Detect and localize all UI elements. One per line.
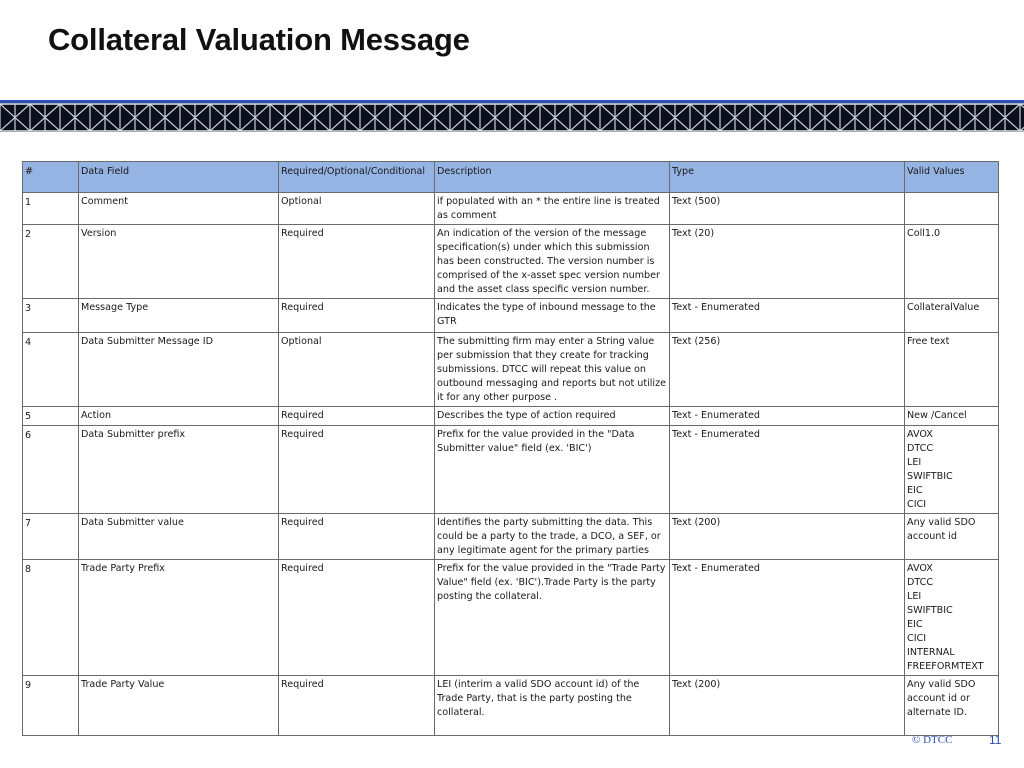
valid-value-item: DTCC bbox=[907, 443, 934, 454]
valid-value-item: CollateralValue bbox=[907, 302, 980, 313]
decorative-truss-banner bbox=[0, 100, 1024, 132]
header-data-field: Data Field bbox=[79, 162, 279, 193]
valid-value-item: LEI bbox=[907, 457, 922, 468]
table-row bbox=[23, 299, 999, 333]
table-row bbox=[23, 426, 999, 514]
table-row bbox=[23, 407, 999, 426]
header-valid-values: Valid Values bbox=[905, 162, 999, 193]
cell-type: Text (20) bbox=[670, 225, 905, 299]
valid-value-item: Any valid SDO bbox=[907, 517, 976, 528]
cell-data-field: Data Submitter value bbox=[79, 514, 279, 560]
cell-valid-values bbox=[905, 225, 999, 299]
cell-requirement: Optional bbox=[279, 193, 435, 225]
cell-valid-values bbox=[905, 333, 999, 407]
valid-value-item: INTERNAL bbox=[907, 647, 955, 658]
valid-value-item: Any valid SDO bbox=[907, 679, 976, 690]
header-number: # bbox=[23, 162, 79, 193]
cell-description: if populated with an * the entire line is treated as comment bbox=[435, 193, 670, 225]
cell-valid-values bbox=[905, 407, 999, 426]
valid-value-item: EIC bbox=[907, 485, 923, 496]
cell-type: Text - Enumerated bbox=[670, 299, 905, 333]
valid-value-item: account id or bbox=[907, 693, 970, 704]
cell-number: 4 bbox=[23, 333, 79, 407]
valid-value-item: Free text bbox=[907, 336, 950, 347]
cell-valid-values bbox=[905, 514, 999, 560]
table-row bbox=[23, 514, 999, 560]
cell-description: The submitting firm may enter a String value per submission that they create for tracking submissions. DTCC will repeat this value on outbound messaging and reports but not utilize it for any other purpose . bbox=[435, 333, 670, 407]
valid-value-item: Coll1.0 bbox=[907, 228, 941, 239]
cell-requirement: Required bbox=[279, 676, 435, 736]
cell-type: Text (200) bbox=[670, 676, 905, 736]
cell-requirement: Optional bbox=[279, 333, 435, 407]
cell-data-field: Data Submitter prefix bbox=[79, 426, 279, 514]
cell-valid-values bbox=[905, 299, 999, 333]
cell-data-field: Version bbox=[79, 225, 279, 299]
cell-number: 7 bbox=[23, 514, 79, 560]
valid-value-item: CICI bbox=[907, 499, 927, 510]
cell-description: LEI (interim a valid SDO account id) of the Trade Party, that is the party posting the collateral. bbox=[435, 676, 670, 736]
header-requirement: Required/Optional/Conditional bbox=[279, 162, 435, 193]
slide-title: Collateral Valuation Message bbox=[48, 22, 470, 57]
cell-type: Text (256) bbox=[670, 333, 905, 407]
header-type: Type bbox=[670, 162, 905, 193]
cell-type: Text - Enumerated bbox=[670, 426, 905, 514]
valid-value-item: AVOX bbox=[907, 429, 933, 440]
cell-number: 5 bbox=[23, 407, 79, 426]
table-body bbox=[23, 193, 999, 736]
cell-data-field: Comment bbox=[79, 193, 279, 225]
table-row bbox=[23, 193, 999, 225]
valid-value-item: SWIFTBIC bbox=[907, 471, 953, 482]
cell-requirement: Required bbox=[279, 299, 435, 333]
valid-value-item: SWIFTBIC bbox=[907, 605, 953, 616]
table-row bbox=[23, 676, 999, 736]
cell-description: Prefix for the value provided in the "Trade Party Value" field (ex. 'BIC').Trade Party is the party posting the collateral. bbox=[435, 560, 670, 676]
valid-value-item: DTCC bbox=[907, 577, 934, 588]
cell-description: Identifies the party submitting the data. This could be a party to the trade, a DCO, a SEF, or any legitimate agent for the primary parties bbox=[435, 514, 670, 560]
cell-type: Text - Enumerated bbox=[670, 560, 905, 676]
footer-copyright: © DTCC bbox=[912, 734, 953, 746]
cell-requirement: Required bbox=[279, 225, 435, 299]
cell-valid-values bbox=[905, 560, 999, 676]
cell-type: Text - Enumerated bbox=[670, 407, 905, 426]
cell-description: Indicates the type of inbound message to the GTR bbox=[435, 299, 670, 333]
cell-data-field: Action bbox=[79, 407, 279, 426]
cell-type: Text (200) bbox=[670, 514, 905, 560]
data-field-table-container bbox=[22, 161, 998, 718]
cell-valid-values bbox=[905, 193, 999, 225]
cell-number: 1 bbox=[23, 193, 79, 225]
cell-data-field: Trade Party Value bbox=[79, 676, 279, 736]
cell-valid-values bbox=[905, 676, 999, 736]
valid-value-item: FREEFORMTEXT bbox=[907, 661, 984, 672]
table-row bbox=[23, 560, 999, 676]
cell-requirement: Required bbox=[279, 407, 435, 426]
valid-value-item: CICI bbox=[907, 633, 927, 644]
cell-data-field: Trade Party Prefix bbox=[79, 560, 279, 676]
cell-requirement: Required bbox=[279, 426, 435, 514]
cell-data-field: Data Submitter Message ID bbox=[79, 333, 279, 407]
table-row bbox=[23, 225, 999, 299]
cell-data-field: Message Type bbox=[79, 299, 279, 333]
cell-number: 3 bbox=[23, 299, 79, 333]
valid-value-item: EIC bbox=[907, 619, 923, 630]
data-field-table bbox=[22, 161, 999, 736]
valid-value-item: LEI bbox=[907, 591, 922, 602]
header-description: Description bbox=[435, 162, 670, 193]
cell-requirement: Required bbox=[279, 514, 435, 560]
valid-value-item: account id bbox=[907, 531, 958, 542]
cell-description: Describes the type of action required bbox=[435, 407, 670, 426]
cell-requirement: Required bbox=[279, 560, 435, 676]
cell-number: 8 bbox=[23, 560, 79, 676]
cell-type: Text (500) bbox=[670, 193, 905, 225]
cell-number: 2 bbox=[23, 225, 79, 299]
cell-description: Prefix for the value provided in the "Data Submitter value" field (ex. 'BIC') bbox=[435, 426, 670, 514]
cell-number: 9 bbox=[23, 676, 79, 736]
cell-number: 6 bbox=[23, 426, 79, 514]
table-row bbox=[23, 333, 999, 407]
table-header-row bbox=[23, 162, 999, 193]
page-number: 11 bbox=[989, 733, 1002, 747]
valid-value-item: New /Cancel bbox=[907, 410, 967, 421]
valid-value-item: AVOX bbox=[907, 563, 933, 574]
cell-valid-values bbox=[905, 426, 999, 514]
truss-pattern-graphic bbox=[0, 103, 1024, 132]
valid-value-item: alternate ID. bbox=[907, 707, 967, 718]
cell-description: An indication of the version of the message specification(s) under which this submission has been constructed. The version number is comprised of the x-asset spec version number and the asset class specific version number. bbox=[435, 225, 670, 299]
truss-lines bbox=[0, 104, 1024, 131]
